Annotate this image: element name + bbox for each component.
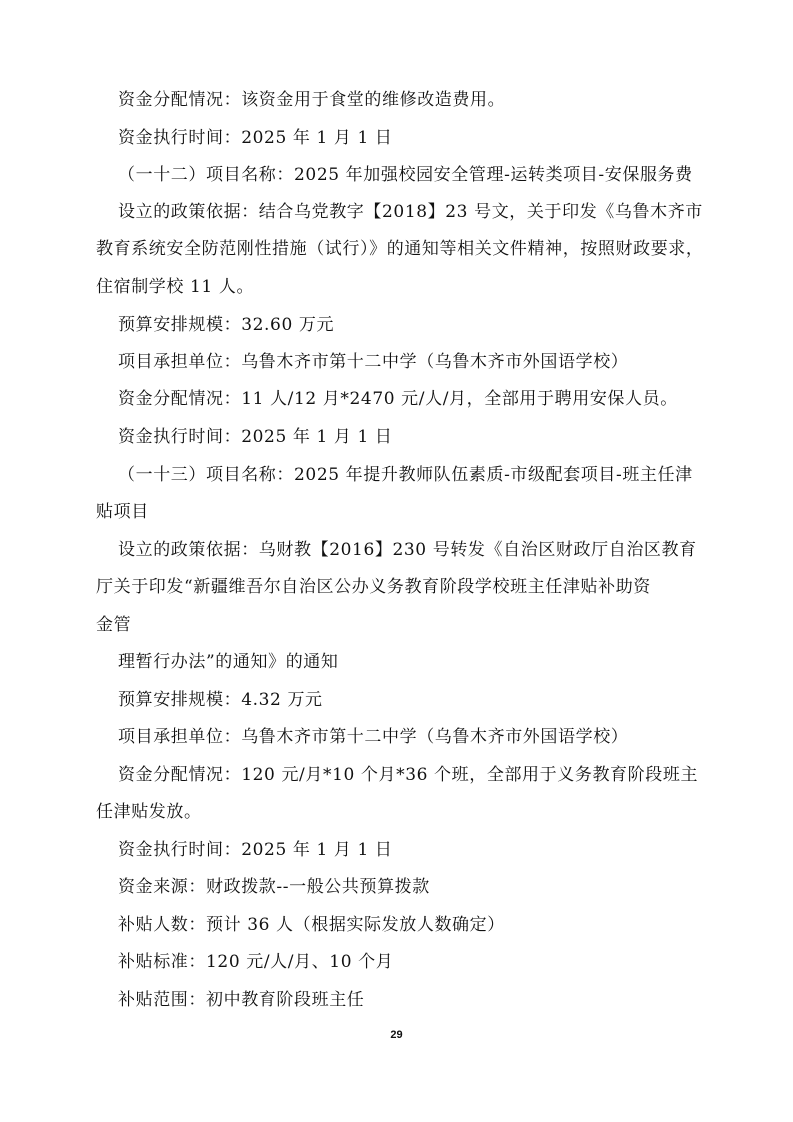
- paragraph-line: 补贴人数：预计 36 人（根据实际发放人数确定）: [118, 915, 505, 935]
- paragraph-line: 设立的政策依据：结合乌党教字【2018】23 号文，关于印发《乌鲁木齐市: [118, 202, 703, 222]
- paragraph-line: 金管: [96, 615, 132, 635]
- paragraph-line: 补贴范围：初中教育阶段班主任: [118, 990, 365, 1010]
- paragraph-line: 厅关于印发“新疆维吾尔自治区公办义务教育阶段学校班主任津贴补助资: [96, 577, 651, 597]
- paragraph-line: 项目承担单位：乌鲁木齐市第十二中学（乌鲁木齐市外国语学校）: [118, 352, 629, 372]
- paragraph-line: 预算安排规模：4.32 万元: [118, 690, 323, 710]
- paragraph-line: 资金执行时间：2025 年 1 月 1 日: [118, 427, 393, 447]
- paragraph-line: 住宿制学校 11 人。: [96, 277, 255, 297]
- paragraph-line: 项目承担单位：乌鲁木齐市第十二中学（乌鲁木齐市外国语学校）: [118, 727, 629, 747]
- section-heading: （一十二）项目名称：2025 年加强校园安全管理-运转类项目-安保服务费: [118, 165, 693, 185]
- section-heading: （一十三）项目名称：2025 年提升教师队伍素质-市级配套项目-班主任津: [118, 465, 693, 485]
- paragraph-line: 资金执行时间：2025 年 1 月 1 日: [118, 840, 393, 860]
- paragraph-line: 设立的政策依据：乌财教【2016】230 号转发《自治区财政厅自治区教育: [118, 540, 697, 560]
- paragraph-line: 预算安排规模：32.60 万元: [118, 315, 335, 335]
- paragraph-line: 资金来源：财政拨款--一般公共预算拨款: [118, 877, 430, 897]
- paragraph-line: 理暂行办法”的通知》的通知: [118, 652, 339, 672]
- paragraph-line: 资金分配情况：11 人/12 月*2470 元/人/月，全部用于聘用安保人员。: [118, 389, 678, 409]
- page-number: 29: [390, 1029, 403, 1041]
- paragraph-line: 资金分配情况：该资金用于食堂的维修改造费用。: [118, 90, 506, 110]
- paragraph-line: 资金分配情况：120 元/月*10 个月*36 个班，全部用于义务教育阶段班主: [118, 765, 699, 785]
- paragraph-line: 任津贴发放。: [96, 802, 202, 822]
- paragraph-line: 资金执行时间：2025 年 1 月 1 日: [118, 128, 393, 148]
- paragraph-line: 贴项目: [96, 502, 149, 522]
- paragraph-line: 教育系统安全防范刚性措施（试行）》的通知等相关文件精神，按照财政要求，: [96, 239, 704, 259]
- paragraph-line: 补贴标准：120 元/人/月、10 个月: [118, 952, 394, 972]
